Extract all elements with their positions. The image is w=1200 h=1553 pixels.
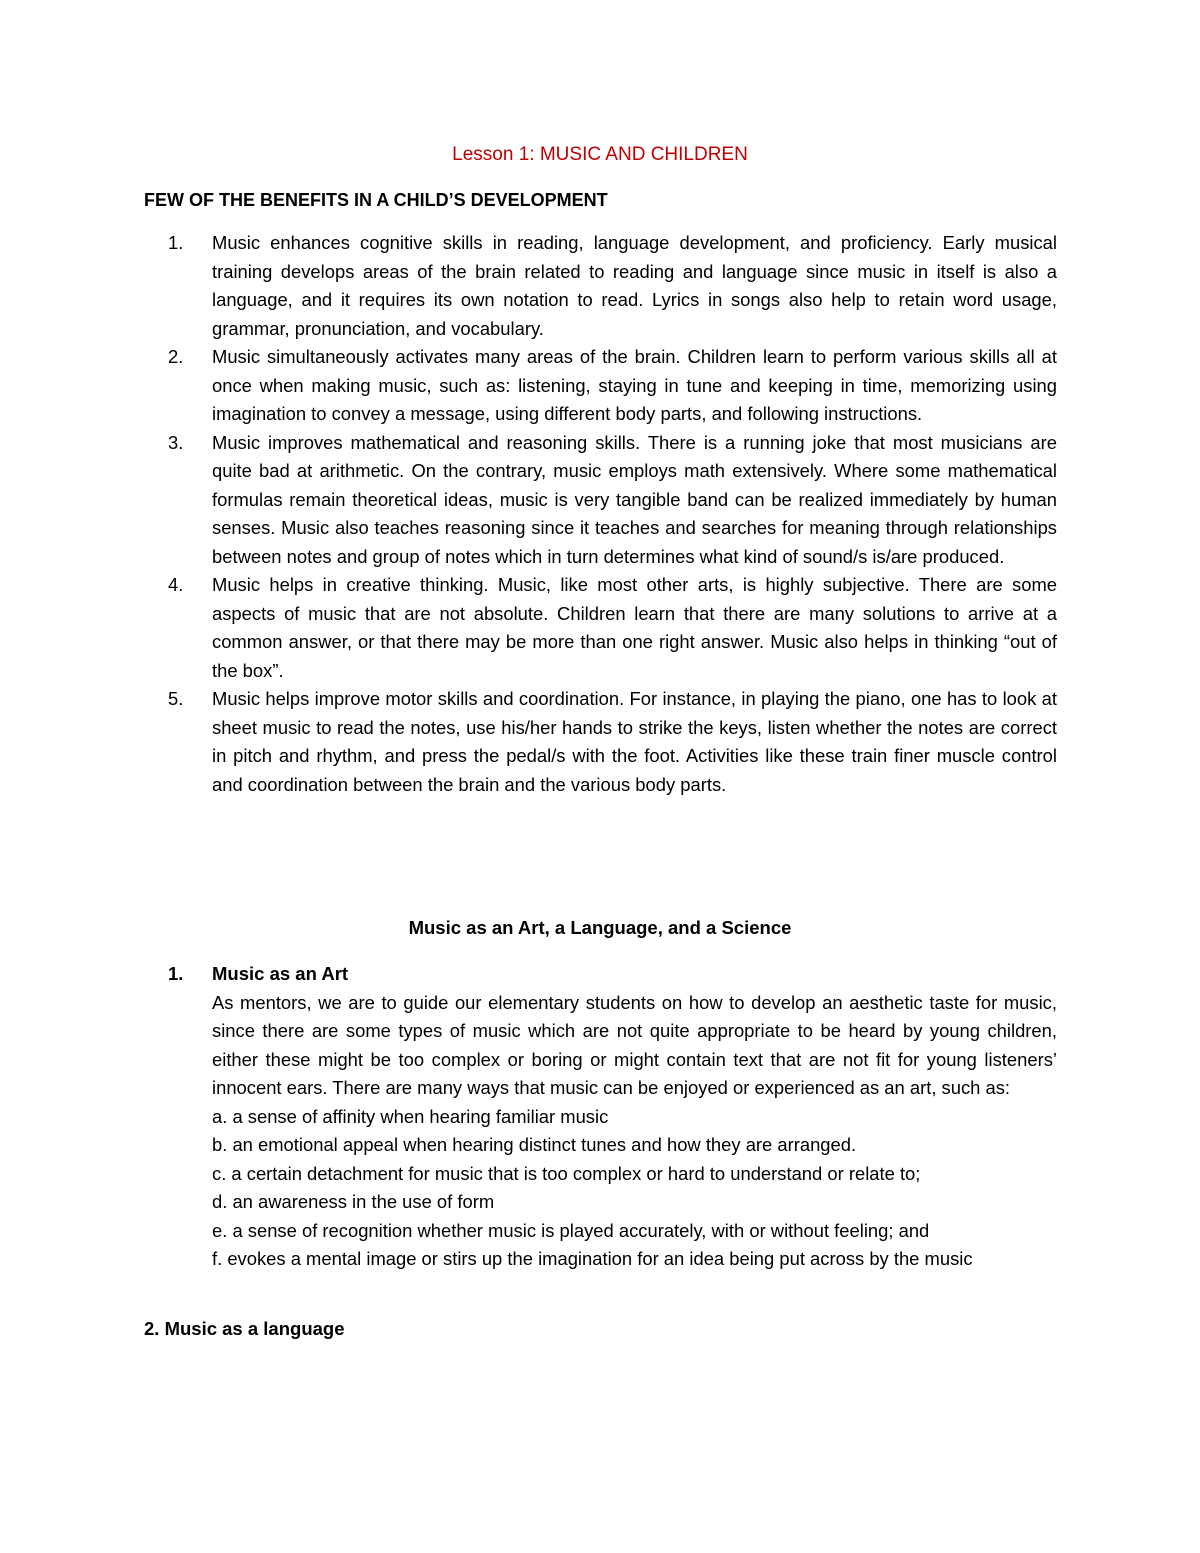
- list-item: d. an awareness in the use of form: [212, 1191, 495, 1212]
- list-number: 2.: [168, 346, 184, 367]
- list-item: f. evokes a mental image or stirs up the imagination for an idea being put across by the music: [212, 1248, 973, 1269]
- list-text: Music improves mathematical and reasoning skills. There is a running joke that most musicians are quite bad at arithmetic. On the contrary, music employs math extensively. Where some mathematical formulas remain theoretical ideas, music is very tangible band can be realized immediately by human senses. Music also teaches reasoning since it teaches and searches for meaning through relationships between notes and group of notes which in turn determines what kind of sound/s is/are produced.: [212, 431, 1057, 567]
- list-number: 1.: [168, 232, 184, 253]
- list-text: Music helps improve motor skills and coordination. For instance, in playing the piano, one has to look at sheet music to read the notes, use his/her hands to strike the keys, listen whether the notes are correct in pitch and rhythm, and press the pedal/s with the foot. Activities like these train finer muscle control and coordination between the brain and the various body parts.: [212, 688, 1057, 795]
- music-as-art-intro: As mentors, we are to guide our elementary students on how to develop an aesthetic taste for music, since there are some types of music which are not quite appropriate to be heard by young children, either these might be too complex or boring or might contain text that are not fit for young listeners’ innocent ears. There are many ways that music can be enjoyed or experienced as an art, such as:: [212, 991, 1057, 1098]
- list-number: 3.: [168, 431, 184, 453]
- benefits-heading: FEW OF THE BENEFITS IN A CHILD’S DEVELOPMENT: [144, 190, 608, 210]
- list-item: c. a certain detachment for music that is too complex or hard to understand or relate to;: [212, 1162, 921, 1184]
- list-item: b. an emotional appeal when hearing distinct tunes and how they are arranged.: [212, 1134, 857, 1155]
- list-item: e. a sense of recognition whether music is played accurately, with or without feeling; and: [212, 1219, 930, 1241]
- section-number: 1.: [168, 963, 184, 984]
- list-item: a. a sense of affinity when hearing familiar music: [212, 1105, 609, 1127]
- music-as-art-heading: Music as an Art: [212, 963, 349, 984]
- list-text: Music enhances cognitive skills in reading, language development, and proficiency. Early musical training develops areas of the brain related to reading and language since music in itself is also a language, and it requires its own notation to read. Lyrics in songs also help to retain word usage, grammar, pronunciation, and vocabulary.: [212, 232, 1057, 339]
- list-item: [0, 429, 1057, 572]
- list-item: [0, 685, 1057, 799]
- list-text: Music helps in creative thinking. Music, like most other arts, is highly subjective. There are some aspects of music that are not absolute. Children learn that there are many solutions to arrive at a common answer, or that there may be more than one right answer. Music also helps in thinking “out of the box”.: [212, 574, 1057, 681]
- music-as-art-body: [212, 989, 1057, 1274]
- list-item: [0, 343, 1057, 429]
- list-item: [0, 571, 1057, 685]
- music-as-language-heading: 2. Music as a language: [144, 1318, 345, 1339]
- lesson-title: Lesson 1: MUSIC AND CHILDREN: [452, 144, 748, 165]
- list-number: 4.: [168, 574, 184, 595]
- list-item: [0, 229, 1057, 343]
- list-text: Music simultaneously activates many areas of the brain. Children learn to perform various skills all at once when making music, such as: listening, staying in tune and keeping in time, memorizing using imagination to convey a message, using different body parts, and following instructions.: [212, 346, 1057, 424]
- section-heading: Music as an Art, a Language, and a Science: [408, 917, 792, 938]
- benefits-list: [0, 229, 1200, 799]
- list-number: 5.: [168, 688, 184, 709]
